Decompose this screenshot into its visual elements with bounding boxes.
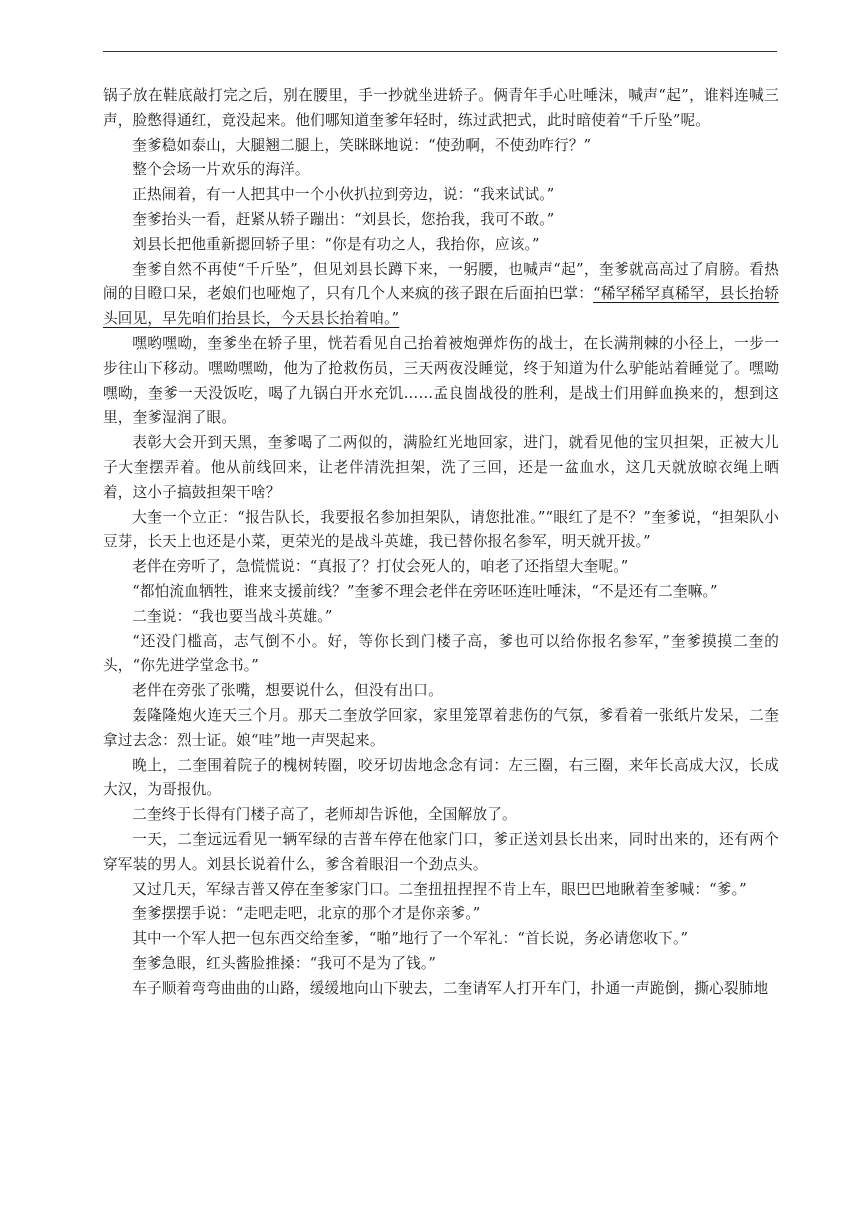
paragraph: 奎爹自然不再使“千斤坠”，但见刘县长蹲下来，一躬腰，也喊声“起”，奎爹就高高过了肩膀。看热闹的目瞪口呆，老娘们也哑炮了，只有几个人来疯的孩子跟在后面拍巴掌：“稀罕稀罕真稀罕，县长抬轿头回见，早先咱们抬县长，今天县长抬着咱。”	[103, 260, 780, 328]
underlined-rhyme: “稀罕稀罕真稀罕，县长抬轿头回见，早先咱们抬县长，今天县长抬着咱。”	[103, 285, 780, 328]
paragraph: 晚上，二奎围着院子的槐树转圈，咬牙切齿地念念有词：左三圈，右三圈，来年长高成大汉，长成大汉，为哥报仇。	[103, 756, 779, 799]
paragraph: 二奎说：“我也要当战斗英雄。”	[132, 607, 333, 625]
header-rule	[103, 51, 777, 52]
paragraph: 奎爹抬头一看，赶紧从轿子蹦出：“刘县长，您抬我，我可不敢。”	[132, 210, 555, 228]
paragraph: 奎爹摆摆手说：“走吧走吧，北京的那个才是你亲爹。”	[132, 905, 481, 923]
paragraph: “还没门槛高，志气倒不小。好，等你长到门楼子高，爹也可以给你报名参军，”奎爹摸摸二奎的头，“你先进学堂念书。”	[103, 632, 779, 675]
paragraph: 一天，二奎远远看见一辆军绿的吉普车停在他家门口，爹正送刘县长出来，同时出来的，还有两个穿军装的男人。刘县长说着什么，爹含着眼泪一个劲点头。	[103, 830, 779, 873]
paragraph: 奎爹急眼，红头酱脸推搡：“我可不是为了钱。”	[132, 954, 437, 972]
paragraph: “都怕流血牺牲，谁来支援前线？”奎爹不理会老伴在旁呸呸连吐唾沫，“不是还有二奎嘛。”	[132, 582, 718, 600]
paragraph: 整个会场一片欢乐的海洋。	[132, 161, 310, 179]
paragraph: 正热闹着，有一人把其中一个小伙扒拉到旁边，说：“我来试试。”	[132, 186, 555, 204]
paragraph: 老伴在旁听了，急慌慌说：“真报了？打仗会死人的，咱老了还指望大奎呢。”	[132, 558, 629, 576]
paragraph: 轰隆隆炮火连天三个月。那天二奎放学回家，家里笼罩着悲伤的气氛，爹看着一张纸片发呆，二奎拿过去念：烈士证。娘“哇”地一声哭起来。	[103, 706, 779, 749]
paragraph: 车子顺着弯弯曲曲的山路，缓缓地向山下驶去，二奎请军人打开车门，扑通一声跪倒，撕心裂肺地	[132, 979, 769, 997]
paragraph: 表彰大会开到天黑，奎爹喝了二两似的，满脸红光地回家，进门，就看见他的宝贝担架，正被大儿子大奎摆弄着。他从前线回来，让老伴清洗担架，洗了三回，还是一盆血水，这几天就放晾衣绳上晒着，这小子搞鼓担架干啥？	[103, 434, 779, 501]
paragraph: 嘿哟嘿呦，奎爹坐在轿子里，恍若看见自己抬着被炮弹炸伤的战士，在长满荆棘的小径上，一步一步往山下移动。嘿呦嘿呦，他为了抢救伤员，三天两夜没睡觉，终于知道为什么驴能站着睡觉了。嘿呦嘿呦，奎爹一天没饭吃，喝了九锅白开水充饥……孟良崮战役的胜利，是战士们用鲜血换来的，想到这里，奎爹湿润了眼。	[103, 334, 779, 427]
paragraph: 其中一个军人把一包东西交给奎爹，“啪”地行了一个军礼：“首长说，务必请您收下。”	[132, 930, 689, 948]
paragraph: 二奎终于长得有门楼子高了，老师却告诉他，全国解放了。	[132, 806, 517, 824]
story-body	[103, 84, 779, 1001]
paragraph: 奎爹稳如泰山，大腿翘二腿上，笑眯眯地说：“使劲啊，不使劲咋行？”	[132, 136, 592, 154]
paragraph: 刘县长把他重新摁回轿子里：“你是有功之人，我抬你，应该。”	[132, 235, 540, 253]
paragraph: 锅子放在鞋底敲打完之后，别在腰里，手一抄就坐进轿子。俩青年手心吐唾沫，喊声“起”，谁料连喊三声，脸憋得通红，竟没起来。他们哪知道奎爹年轻时，练过武把式，此时暗使着“千斤坠”呢。	[103, 87, 779, 129]
paragraph: 老伴在旁张了张嘴，想要说什么，但没有出口。	[132, 682, 443, 700]
paragraph: 大奎一个立正：“报告队长，我要报名参加担架队，请您批准。”“眼红了是不？”奎爹说，“担架队小豆芽，长天上也还是小菜，更荣光的是战斗英雄，我已替你报名参军，明天就开拔。”	[103, 508, 779, 551]
paragraph: 又过几天，军绿吉普又停在奎爹家门口。二奎扭扭捏捏不肯上车，眼巴巴地瞅着奎爹喊：“爹。”	[132, 880, 747, 898]
